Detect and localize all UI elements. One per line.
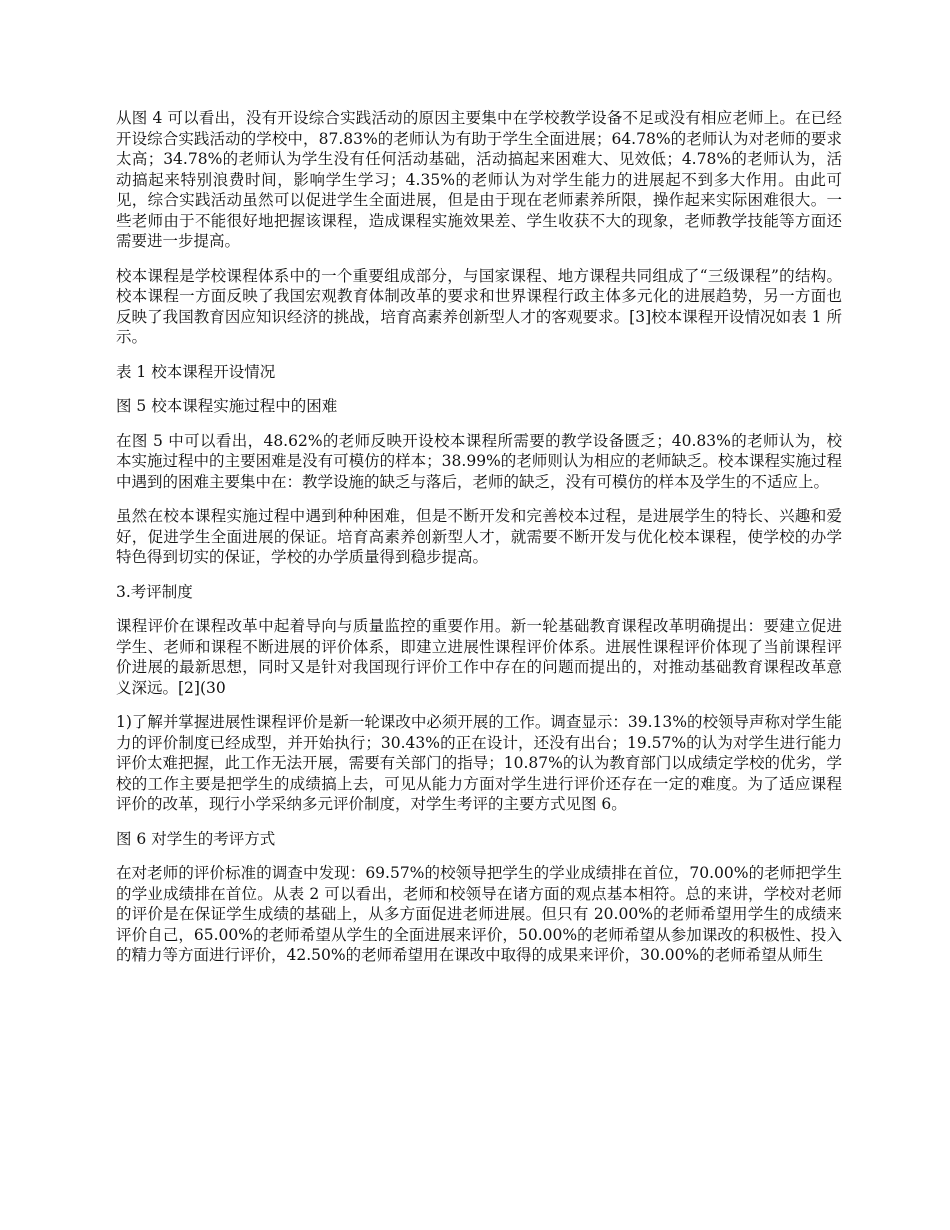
paragraph-curriculum-evaluation: 课程评价在课程改革中起着导向与质量监控的重要作用。新一轮基础教育课程改革明确提出：要建立促进学生、老师和课程不断进展的评价体系，即建立进展性课程评价体系。进展性课程评价体现了当前课程评价进展的最新思想，同时又是针对我国现行评价工作中存在的问题而提出的，对推动基础教育课程改革意义深远。[2](30 — [116, 617, 842, 697]
figure-6-caption: 图 6 对学生的考评方式 — [116, 829, 276, 848]
table-1-caption: 表 1 校本课程开设情况 — [116, 362, 276, 381]
figure-5-caption: 图 5 校本课程实施过程中的困难 — [116, 397, 338, 415]
paragraph-curriculum-difficulties: 虽然在校本课程实施过程中遇到种种困难，但是不断开发和完善校本过程，是进展学生的特长、兴趣和爱好，促进学生全面进展的保证。培育高素养创新型人才，就需要不断开发与优化校本课程，使学校的办学特色得到切实的保证，学校的办学质量得到稳步提高。 — [116, 507, 842, 566]
paragraph-figure-5-analysis: 在图 5 中可以看出，48.62%的老师反映开设校本课程所需要的教学设备匮乏；40.83%的老师认为，校本实施过程中的主要困难是没有可模仿的样本；38.99%的老师则认为相应的老师缺乏。校本课程实施过程中遇到的困难主要集中在：教学设施的缺乏与落后，老师的缺乏，没有可模仿的样本及学生的不适应上。 — [116, 431, 842, 491]
section-heading-evaluation-system: 3.考评制度 — [116, 582, 193, 601]
paragraph-developmental-evaluation: 1)了解并掌握进展性课程评价是新一轮课改中必须开展的工作。调查显示：39.13%的校领导声称对学生能力的评价制度已经成型，并开始执行；30.43%的正在设计，还没有出台；19.57%的认为对学生进行能力评价太难把握，此工作无法开展，需要有关部门的指导；10.87%的认为教育部门以成绩定学校的优劣，学校的工作主要是把学生的成绩搞上去，可见从能力方面对学生进行评价还存在一定的难度。为了适应课程评价的改革，现行小学采纳多元评价制度，对学生考评的主要方式见图 6。 — [116, 713, 843, 813]
paragraph-teacher-evaluation: 在对老师的评价标准的调查中发现：69.57%的校领导把学生的学业成绩排在首位，70.00%的老师把学生的学业成绩排在首位。从表 2 可以看出，老师和校领导在诸方面的观点基本相符。总的来讲，学校对老师的评价是在保证学生成绩的基础上，从多方面促进老师进展。但只有 20.00%的老师希望用学生的成绩来评价自己，65.00%的老师希望从学生的全面进展来评价，50.00%的老师希望从参加课改的积极性、投入的精力等方面进行评价，42.50%的老师希望用在课改中取得的成果来评价，30.00%的老师希望从师生 — [116, 864, 842, 964]
document-page — [116, 108, 842, 980]
paragraph-school-curriculum: 校本课程是学校课程体系中的一个重要组成部分，与国家课程、地方课程共同组成了“三级课程”的结构。校本课程一方面反映了我国宏观教育体制改革的要求和世界课程行政主体多元化的进展趋势，另一方面也反映了我国教育因应知识经济的挑战，培育高素养创新型人才的客观要求。[3]校本课程开设情况如表 1 所示。 — [116, 266, 842, 346]
paragraph-activity-reasons: 从图 4 可以看出，没有开设综合实践活动的原因主要集中在学校教学设备不足或没有相应老师上。在已经开设综合实践活动的学校中，87.83%的老师认为有助于学生全面进展；64.78%的老师认为对老师的要求太高；34.78%的老师认为学生没有任何活动基础，活动搞起来困难大、见效低；4.78%的老师认为，活动搞起来特别浪费时间，影响学生学习；4.35%的老师认为对学生能力的进展起不到多大作用。由此可见，综合实践活动虽然可以促进学生全面进展，但是由于现在老师素养所限，操作起来实际困难很大。一些老师由于不能很好地把握该课程，造成课程实施效果差、学生收获不大的现象，老师教学技能等方面还需要进一步提高。 — [116, 109, 842, 250]
